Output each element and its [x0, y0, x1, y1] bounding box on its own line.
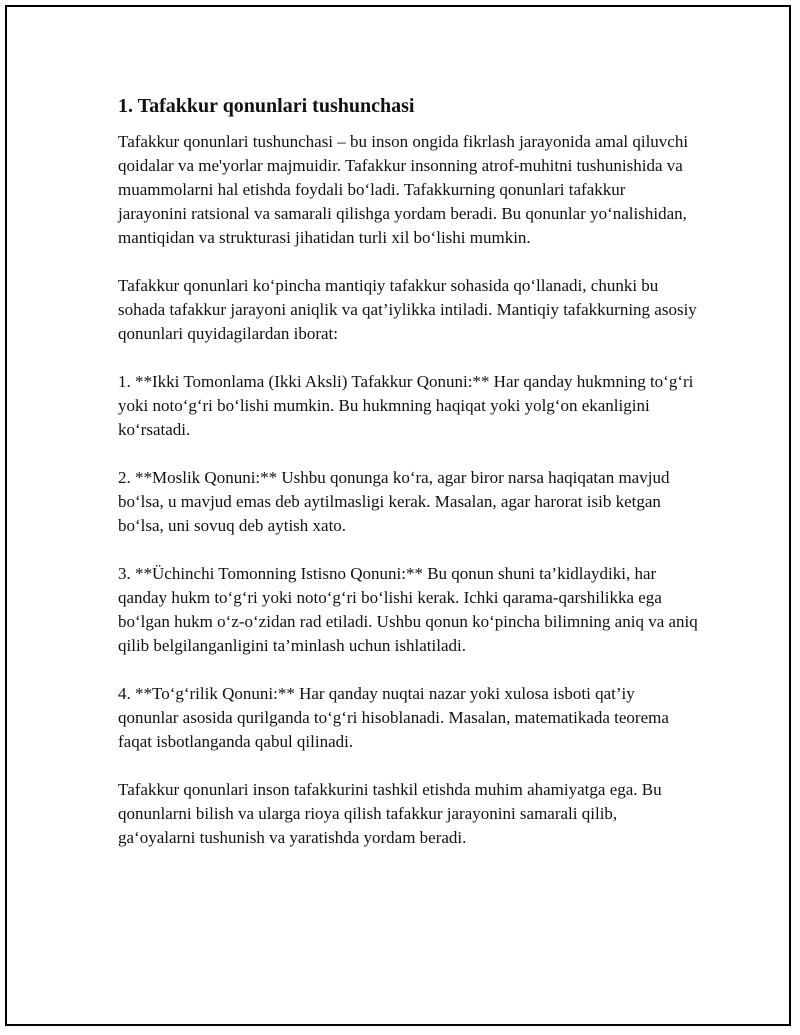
section-heading: 1. Tafakkur qonunlari tushunchasi [118, 95, 415, 117]
paragraph-logic-laws: Tafakkur qonunlari ko‘pincha mantiqiy tafakkur sohasida qo‘llanadi, chunki bu sohada tafakkur jarayoni aniqlik va qat’iylikka intiladi. Mantiqiy tafakkurning asosiy qonunlari quyidagilardan iborat: [118, 276, 697, 343]
document-body [118, 92, 698, 874]
paragraph-law-4: 4. **To‘g‘rilik Qonuni:** Har qanday nuqtai nazar yoki xulosa isboti qat’iy qonunlar asosida qurilganda to‘g‘ri hisoblanadi. Masalan, matematikada teorema faqat isbotlanganda qabul qilinadi. [118, 684, 669, 751]
paragraph-intro: Tafakkur qonunlari tushunchasi – bu inson ongida fikrlash jarayonida amal qiluvchi qoidalar va me'yorlar majmuidir. Tafakkur insonning atrof-muhitni tushunishida va muammolarni hal etishda foydali bo‘ladi. Tafakkurning qonunlari tafakkur jarayonini ratsional va samarali qilishga yordam beradi. Bu qonunlar yo‘nalishidan, mantiqidan va strukturasi jihatidan turli xil bo‘lishi mumkin. [118, 132, 689, 247]
paragraph-law-3: 3. **Üchinchi Tomonning Istisno Qonuni:** Bu qonun shuni ta’kidlaydiki, har qanday hukm to‘g‘ri yoki noto‘g‘ri bo‘lishi kerak. Ichki qarama-qarshilikka ega bo‘lgan hukm o‘z-o‘zidan rad etiladi. Ushbu qonun ko‘pincha bilimning aniq va aniq qilib belgilanganligini ta’minlash uchun ishlatiladi. [118, 564, 698, 655]
paragraph-law-2: 2. **Moslik Qonuni:** Ushbu qonunga ko‘ra, agar biror narsa haqiqatan mavjud bo‘lsa, u mavjud emas deb aytilmasligi kerak. Masalan, agar harorat isib ketgan bo‘lsa, uni sovuq deb aytish xato. [118, 468, 670, 535]
paragraph-law-1: 1. **Ikki Tomonlama (Ikki Aksli) Tafakkur Qonuni:** Har qanday hukmning to‘g‘ri yoki noto‘g‘ri bo‘lishi mumkin. Bu hukmning haqiqat yoki yolg‘on ekanligini ko‘rsatadi. [118, 372, 694, 439]
paragraph-conclusion: Tafakkur qonunlari inson tafakkurini tashkil etishda muhim ahamiyatga ega. Bu qonunlarni bilish va ularga rioya qilish tafakkur jarayonini samarali qilib, ga‘oyalarni tushunish va yaratishda yordam beradi. [118, 780, 662, 847]
